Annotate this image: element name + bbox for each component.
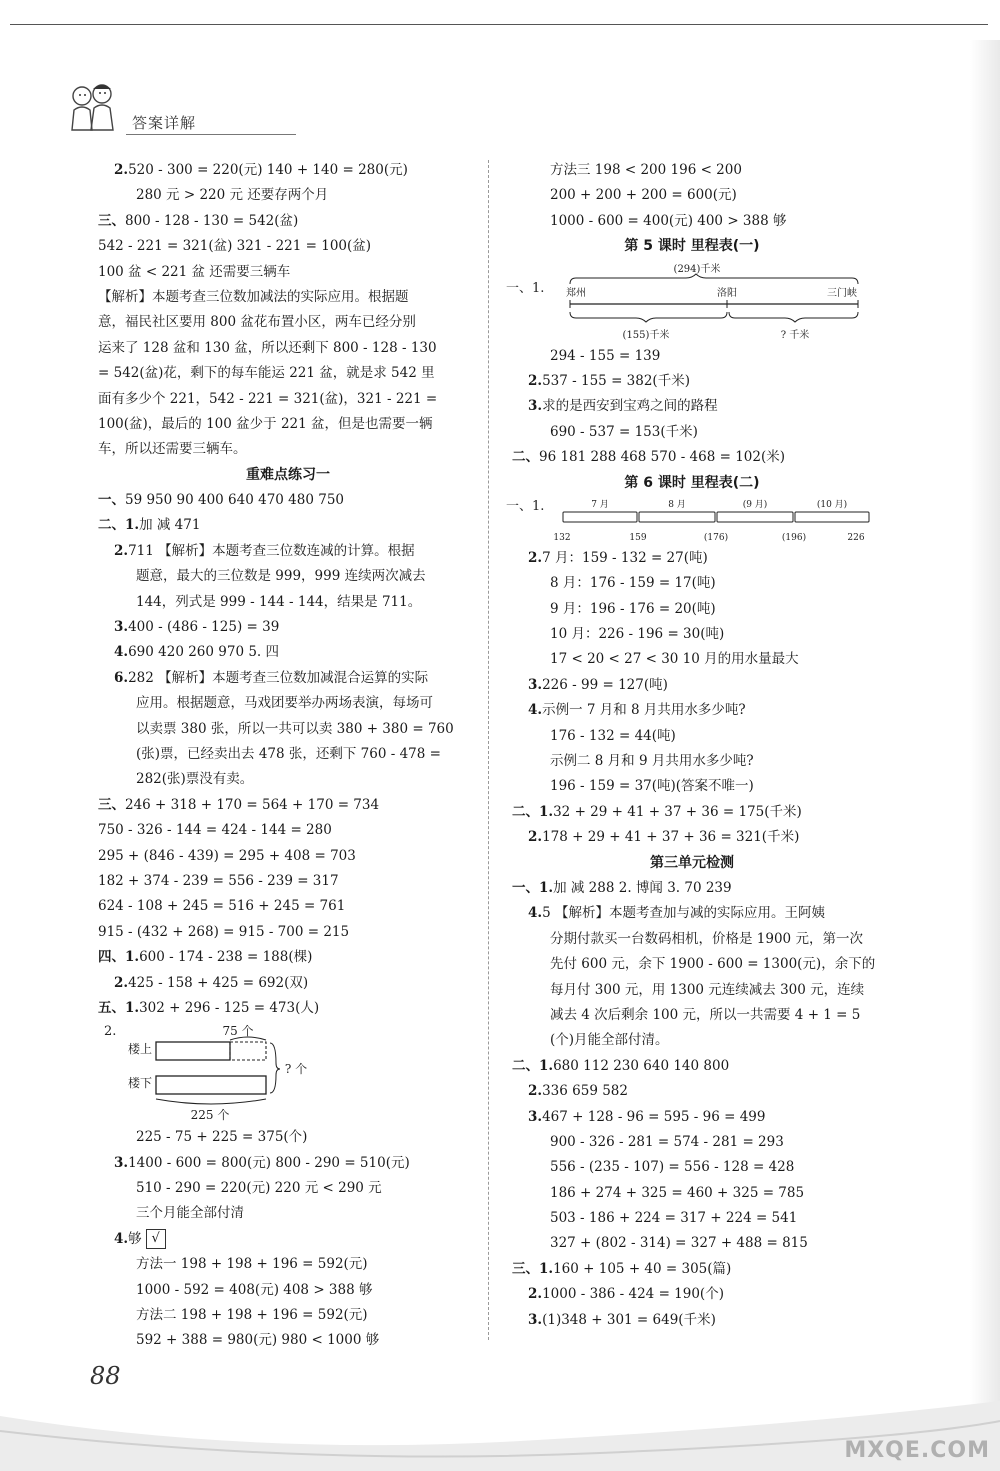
answer-line xyxy=(98,387,478,412)
answer-text: 够 xyxy=(128,1230,142,1247)
bottom-brace xyxy=(156,1099,266,1104)
answer-text: 196 - 159 = 37(吨)(答案不唯一) xyxy=(550,778,754,795)
answer-text: 17 < 20 < 27 < 30 10 月的用水量最大 xyxy=(550,651,799,668)
answer-line xyxy=(98,260,478,285)
answer-text: 226 - 99 = 127(吨) xyxy=(542,676,668,693)
top-rule xyxy=(10,24,988,25)
answer-line xyxy=(98,209,478,234)
diagram-label: 一、1. xyxy=(506,280,545,296)
answer-text: 分期付款买一台数码相机，价格是 1900 元，第一次 xyxy=(550,930,863,947)
answer-text: 面有多少个 221，542 - 221 = 321(盆)，321 - 221 = xyxy=(98,390,438,407)
column-divider xyxy=(488,160,489,1340)
reading-label: 159 xyxy=(629,532,647,543)
answer-text: 556 - (235 - 107) = 556 - 128 = 428 xyxy=(550,1159,795,1176)
answer-line xyxy=(98,564,478,589)
month-label: 7 月 xyxy=(591,499,609,510)
answer-line xyxy=(98,640,478,665)
answer-text: 327 + (802 - 314) = 327 + 488 = 815 xyxy=(550,1235,808,1252)
answer-label: 二、 xyxy=(512,449,539,466)
answer-text: 加 减 288 2. 博闻 3. 70 239 xyxy=(553,879,732,896)
month-label: (9 月) xyxy=(742,499,768,510)
seg2-brace xyxy=(729,312,858,322)
total-brace xyxy=(570,274,858,284)
answer-text: 225 - 75 + 225 = 375(个) xyxy=(136,1129,308,1146)
answer-label: 二、1. xyxy=(512,803,554,820)
diagram-label: 2. xyxy=(104,1024,117,1040)
answer-text: 1000 - 386 - 424 = 190(个) xyxy=(542,1286,724,1303)
answer-line xyxy=(98,1125,478,1150)
answer-line xyxy=(98,1151,478,1176)
answer-label: 一、1. xyxy=(512,879,554,896)
answer-line xyxy=(512,344,872,369)
answer-line xyxy=(98,615,478,640)
answer-label: 3. xyxy=(528,398,543,415)
answer-text: 应用。根据题意，马戏团要举办两场表演，每场可 xyxy=(136,695,433,712)
answer-line xyxy=(512,183,872,208)
answer-line xyxy=(98,158,478,183)
answer-line xyxy=(512,952,876,977)
answer-text: 400 - (486 - 125) = 39 xyxy=(128,619,280,636)
answer-line xyxy=(98,488,478,513)
answer-text: 510 - 290 = 220(元) 220 元 < 290 元 xyxy=(136,1180,382,1197)
answer-text: = 542(盆)花，剩下的每车能运 221 盆，就是求 542 里 xyxy=(98,365,435,382)
answer-text: 100 盆 < 221 盆 还需要三辆车 xyxy=(98,263,291,280)
answer-line xyxy=(512,1308,872,1333)
answer-text: 520 - 300 = 220(元) 140 + 140 = 280(元) xyxy=(128,162,408,178)
watermark-text: MXQE.COM xyxy=(844,1438,990,1463)
answer-line xyxy=(98,666,478,691)
answer-text: 意，福民社区要用 800 盆花布置小区，两车已经分别 xyxy=(98,314,416,331)
answer-line xyxy=(98,996,478,1021)
header-underline xyxy=(126,134,296,135)
answer-text: 711 【解析】本题考查三位数连减的计算。根据 xyxy=(128,542,415,559)
check-box: √ xyxy=(146,1229,166,1249)
month-segment xyxy=(639,512,715,522)
answer-text: 294 - 155 = 139 xyxy=(550,347,661,364)
question-label: ? 个 xyxy=(284,1062,308,1077)
seg2-label: ? 千米 xyxy=(780,329,810,341)
answer-text: 295 + (846 - 439) = 295 + 408 = 703 xyxy=(98,847,356,864)
answer-text: 100(盆)，最后的 100 盆少于 221 盆，但是也需要一辆 xyxy=(98,415,433,432)
answer-text: 160 + 105 + 40 = 305(篇) xyxy=(553,1260,732,1277)
diagram-label: 一、1. xyxy=(506,498,545,514)
answer-line xyxy=(98,1252,478,1277)
answer-line xyxy=(512,546,872,571)
answer-line xyxy=(98,971,478,996)
answer-text: 542 - 221 = 321(盆) 321 - 221 = 100(盆) xyxy=(98,238,372,255)
answer-label: 3. xyxy=(114,1154,129,1171)
answer-line xyxy=(512,901,872,926)
answer-text: 246 + 318 + 170 = 564 + 170 = 734 xyxy=(125,796,380,813)
answer-line xyxy=(98,717,478,742)
answer-label: 2. xyxy=(114,974,129,991)
answer-line xyxy=(512,394,872,419)
answer-label: 2. xyxy=(528,1286,543,1303)
answer-line xyxy=(512,1257,872,1282)
answer-text: 144，列式是 999 - 144 - 144，结果是 711。 xyxy=(136,593,422,610)
answer-line xyxy=(512,673,872,698)
answer-line xyxy=(512,1028,872,1053)
downstairs-bar xyxy=(156,1076,266,1094)
answer-text: 1000 - 592 = 408(元) 408 > 388 够 xyxy=(136,1281,373,1298)
answer-line xyxy=(512,978,872,1003)
answer-text: 【解析】本题考查三位数加减法的实际应用。根据题 xyxy=(98,288,409,305)
seg1-brace xyxy=(570,312,727,322)
answer-label: 五、1. xyxy=(98,999,140,1016)
answer-text: 176 - 132 = 44(吨) xyxy=(550,727,676,744)
answer-line xyxy=(98,945,478,970)
answer-label: 2. xyxy=(528,372,543,389)
answer-text: 方法二 198 + 198 + 196 = 592(元) xyxy=(136,1307,368,1324)
page-header xyxy=(62,80,262,140)
answer-line xyxy=(98,336,478,361)
downstairs-label: 楼下 xyxy=(128,1076,153,1091)
answer-line xyxy=(512,369,872,394)
answer-text: 503 - 186 + 224 = 317 + 224 = 541 xyxy=(550,1210,798,1227)
answer-text: 280 元 > 220 元 还要存两个月 xyxy=(136,187,329,204)
answer-line xyxy=(98,1328,478,1353)
bottom-label: 225 个 xyxy=(190,1108,230,1123)
answer-line xyxy=(512,927,872,952)
answer-line xyxy=(512,825,872,850)
answer-line xyxy=(512,1206,872,1231)
answer-text: 425 - 158 + 425 = 692(双) xyxy=(128,974,309,991)
answer-line xyxy=(512,647,872,672)
answer-label: 四、1. xyxy=(98,949,140,966)
upstairs-label: 楼上 xyxy=(128,1042,153,1057)
answer-text: 1400 - 600 = 800(元) 800 - 290 = 510(元) xyxy=(128,1154,410,1171)
answer-text: 182 + 374 - 239 = 556 - 239 = 317 xyxy=(98,872,339,889)
answer-line xyxy=(98,869,478,894)
answer-text: 32 + 29 + 41 + 37 + 36 = 175(千米) xyxy=(553,803,802,820)
reading-label: (176) xyxy=(703,532,729,543)
answer-line xyxy=(512,1181,872,1206)
page-number: 88 xyxy=(90,1362,121,1390)
answer-label: 4. xyxy=(114,1230,129,1247)
answer-line xyxy=(512,209,872,234)
upstairs-dashed-bar xyxy=(230,1042,266,1060)
answer-text: 9 月：196 - 176 = 20(吨) xyxy=(550,600,716,617)
answer-line xyxy=(98,894,478,919)
answer-line xyxy=(98,285,478,310)
answer-text: 178 + 29 + 41 + 37 + 36 = 321(千米) xyxy=(542,829,800,846)
answer-text: 302 + 296 - 125 = 473(人) xyxy=(139,999,320,1016)
answer-label: 一、 xyxy=(98,492,125,509)
answer-line xyxy=(512,420,872,445)
answer-text: 690 - 537 = 153(千米) xyxy=(550,423,698,440)
answer-text: 96 181 288 468 570 - 468 = 102(米) xyxy=(539,449,786,466)
answer-line xyxy=(512,1054,872,1079)
answer-text: 600 - 174 - 238 = 188(棵) xyxy=(139,949,313,966)
answer-text: 592 + 388 = 980(元) 980 < 1000 够 xyxy=(136,1332,380,1349)
answer-line xyxy=(98,1176,478,1201)
month-label: (10 月) xyxy=(816,499,848,510)
answer-line xyxy=(512,1155,872,1180)
answer-text: 1000 - 600 = 400(元) 400 > 388 够 xyxy=(550,212,787,229)
answer-line xyxy=(98,183,478,208)
answer-text: 200 + 200 + 200 = 600(元) xyxy=(550,187,737,204)
stairs-diagram-svg xyxy=(98,1021,468,1125)
answer-text: 186 + 274 + 325 = 460 + 325 = 785 xyxy=(550,1184,805,1201)
right-column xyxy=(506,158,876,1333)
answer-text: 800 - 128 - 130 = 542(盆) xyxy=(125,212,299,229)
answer-text: 运来了 128 盆和 130 盆，所以还剩下 800 - 128 - 130 xyxy=(98,339,437,356)
top-label: 75 个 xyxy=(222,1024,254,1039)
answer-text: 加 减 471 xyxy=(139,517,201,534)
answer-text: 915 - (432 + 268) = 915 - 700 = 215 xyxy=(98,923,350,940)
answer-text: 求的是西安到宝鸡之间的路程 xyxy=(542,398,718,415)
answer-label: 3. xyxy=(528,676,543,693)
answer-line xyxy=(512,1003,872,1028)
answer-line xyxy=(98,513,478,538)
answer-line xyxy=(512,724,872,749)
kids-cartoon-icon xyxy=(62,80,122,136)
section-heading: 重难点练习一 xyxy=(246,466,330,483)
answer-line xyxy=(512,1079,872,1104)
upstairs-bar xyxy=(156,1042,230,1060)
answer-label: 4. xyxy=(114,644,129,661)
answer-line xyxy=(98,818,478,843)
answer-label: 二、1. xyxy=(512,1057,554,1074)
answer-label: 4. xyxy=(528,702,543,719)
answer-text: 467 + 128 - 96 = 595 - 96 = 499 xyxy=(542,1108,766,1125)
answer-label: 4. xyxy=(528,905,543,922)
answer-text: 282 【解析】本题考查三位数加减混合运算的实际 xyxy=(128,669,429,686)
answer-line xyxy=(98,1227,478,1252)
answer-text: (张)票，已经卖出去 478 张，还剩下 760 - 478 = xyxy=(136,745,441,762)
answer-line xyxy=(98,310,478,335)
reading-label: 226 xyxy=(847,532,865,543)
answer-line xyxy=(98,691,478,716)
month-segment xyxy=(717,512,793,522)
month-label: 8 月 xyxy=(668,499,686,510)
answer-label: 二、1. xyxy=(98,517,140,534)
answer-line xyxy=(98,590,478,615)
answer-line xyxy=(98,1303,478,1328)
reading-label: (196) xyxy=(781,532,807,543)
answer-text: 示例一 7 月和 8 月共用水多少吨? xyxy=(542,702,746,719)
answer-line xyxy=(512,800,872,825)
city3-label: 三门峡 xyxy=(827,287,857,299)
answer-label: 2. xyxy=(528,549,543,566)
answer-text: 8 月：176 - 159 = 17(吨) xyxy=(550,575,716,592)
section-heading: 第 5 课时 里程表(一) xyxy=(624,238,760,255)
header-title: 答案详解 xyxy=(132,114,197,132)
reading-label: 132 xyxy=(553,532,571,543)
answer-label: 3. xyxy=(528,1311,543,1328)
answer-line xyxy=(98,361,478,386)
left-column xyxy=(98,158,478,1354)
answer-label: 2. xyxy=(528,829,543,846)
answer-line xyxy=(512,876,872,901)
answer-line xyxy=(512,1105,872,1130)
answer-line xyxy=(98,412,478,437)
lesson6-svg xyxy=(506,496,872,546)
meter-reading-diagram-lesson6 xyxy=(506,496,872,546)
answer-line xyxy=(98,437,478,462)
answer-label: 2. xyxy=(114,162,129,178)
answer-line xyxy=(98,793,478,818)
side-brace xyxy=(270,1043,280,1093)
answer-text: 方法一 198 + 198 + 196 = 592(元) xyxy=(136,1256,368,1273)
answer-label: 三、 xyxy=(98,796,125,813)
answer-line xyxy=(512,445,872,470)
answer-text: (个)月能全部付清。 xyxy=(550,1032,669,1049)
answer-text: 537 - 155 = 382(千米) xyxy=(542,372,690,389)
answer-text: 题意，最大的三位数是 999，999 连续两次减去 xyxy=(136,568,426,585)
answer-text: 车，所以还需要三辆车。 xyxy=(98,441,247,458)
answer-line xyxy=(98,539,478,564)
answer-text: 方法三 198 < 200 196 < 200 xyxy=(550,162,742,178)
answer-text: 59 950 90 400 640 470 480 750 xyxy=(125,492,344,509)
answer-text: 5 【解析】本题考查加与减的实际应用。王阿姨 xyxy=(542,905,825,922)
total-distance-label: (294)千米 xyxy=(673,263,721,275)
answer-label: 3. xyxy=(114,619,129,636)
answer-label: 2. xyxy=(114,542,129,559)
answer-text: 282(张)票没有卖。 xyxy=(136,771,254,788)
city2-label: 洛阳 xyxy=(717,287,737,299)
answer-line xyxy=(512,622,872,647)
answer-text: 336 659 582 xyxy=(542,1083,628,1100)
lesson5-svg xyxy=(506,260,872,344)
answer-text: 减去 4 次后剩余 100 元，所以一共需要 4 + 1 = 5 xyxy=(550,1006,861,1023)
answer-text: 每月付 300 元，用 1300 元连续减去 300 元，连续 xyxy=(550,981,865,998)
answer-label: 6. xyxy=(114,669,129,686)
seg1-label: (155)千米 xyxy=(622,329,670,341)
answer-text: 7 月：159 - 132 = 27(吨) xyxy=(542,549,708,566)
month-segment xyxy=(563,512,637,522)
answer-label: 三、 xyxy=(98,212,125,229)
answer-text: 以卖票 380 张，所以一共可以卖 380 + 380 = 760 xyxy=(136,720,454,737)
mileage-diagram-lesson5 xyxy=(506,260,872,344)
city1-label: 郑州 xyxy=(566,287,586,299)
answer-text: 10 月：226 - 196 = 30(吨) xyxy=(550,626,725,643)
answer-line xyxy=(512,749,872,774)
answer-line xyxy=(98,844,478,869)
answer-line xyxy=(512,698,872,723)
section-heading: 第 6 课时 里程表(二) xyxy=(624,474,760,491)
answer-line xyxy=(512,1130,872,1155)
answer-line xyxy=(512,1231,872,1256)
answer-line xyxy=(512,158,872,183)
answer-line xyxy=(98,742,478,767)
answer-line xyxy=(98,920,478,945)
answer-text: 690 420 260 970 5. 四 xyxy=(128,644,279,661)
answer-text: 示例二 8 月和 9 月共用水多少吨? xyxy=(550,753,754,770)
section-heading: 第三单元检测 xyxy=(650,854,734,871)
answer-label: 三、1. xyxy=(512,1260,554,1277)
answer-text: 先付 600 元，余下 1900 - 600 = 1300(元)，余下的 xyxy=(550,956,876,973)
answer-line xyxy=(512,1282,872,1307)
answer-label: 2. xyxy=(528,1083,543,1100)
answer-text: 900 - 326 - 281 = 574 - 281 = 293 xyxy=(550,1133,784,1150)
answer-line xyxy=(98,1201,478,1226)
stairs-diagram xyxy=(98,1021,478,1125)
answer-text: 750 - 326 - 144 = 424 - 144 = 280 xyxy=(98,822,332,839)
answer-line xyxy=(98,234,478,259)
answer-line xyxy=(98,767,478,792)
answer-line xyxy=(98,1278,478,1303)
answer-text: 624 - 108 + 245 = 516 + 245 = 761 xyxy=(98,898,346,915)
page-edge-shadow xyxy=(970,40,1000,1471)
answer-line xyxy=(512,774,872,799)
answer-label: 3. xyxy=(528,1108,543,1125)
answer-text: (1)348 + 301 = 649(千米) xyxy=(542,1311,716,1328)
answer-line xyxy=(512,597,872,622)
month-segment xyxy=(795,512,869,522)
answer-line xyxy=(512,571,872,596)
answer-text: 680 112 230 640 140 800 xyxy=(553,1057,730,1074)
answer-text: 三个月能全部付清 xyxy=(136,1205,244,1222)
